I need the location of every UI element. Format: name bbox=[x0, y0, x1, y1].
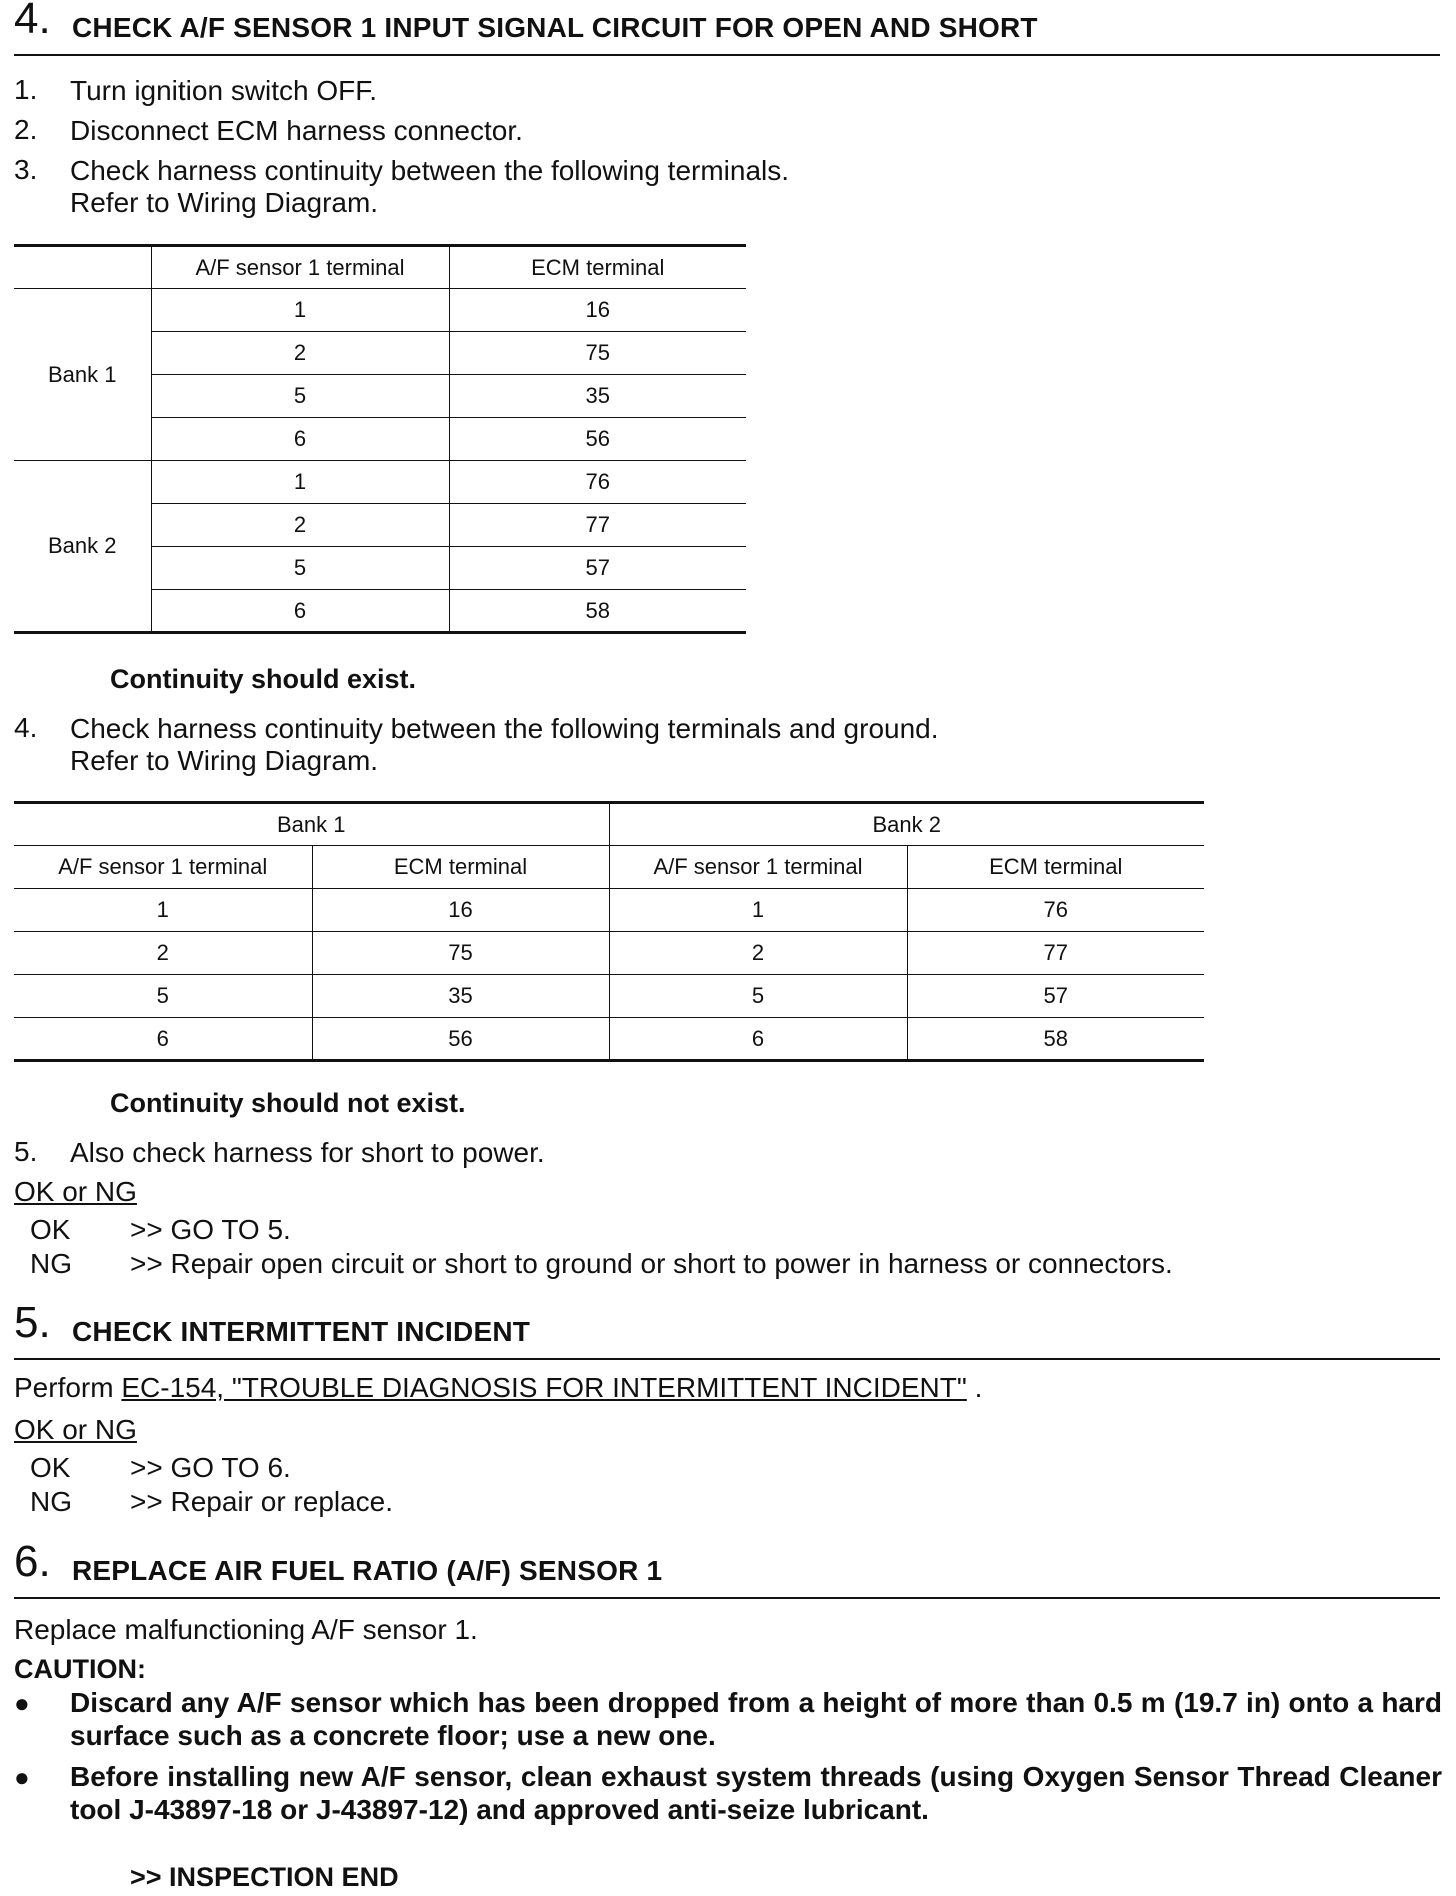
ok-or-ng-label: OK or NG bbox=[14, 1176, 137, 1207]
continuity-table-1 bbox=[14, 244, 746, 634]
table-row bbox=[14, 1018, 1204, 1061]
ok-code: OK bbox=[30, 1214, 71, 1245]
step-number: 4. bbox=[14, 712, 38, 743]
table-cell: 1 bbox=[609, 889, 907, 932]
refer-text: Refer to Wiring Diagram. bbox=[70, 187, 379, 218]
table-cell: 56 bbox=[312, 1018, 609, 1061]
table-cell: 2 bbox=[151, 332, 449, 375]
table-cell: 35 bbox=[449, 375, 746, 418]
ok-code: OK bbox=[30, 1452, 71, 1483]
table-cell: 5 bbox=[151, 547, 449, 590]
intermittent-incident-link[interactable]: EC-154, "TROUBLE DIAGNOSIS FOR INTERMITTENT INCIDENT" bbox=[121, 1372, 967, 1403]
table-header: ECM terminal bbox=[312, 846, 609, 889]
table-cell: 77 bbox=[449, 504, 746, 547]
table-header: ECM terminal bbox=[449, 246, 746, 289]
section-5-header bbox=[14, 1298, 1440, 1360]
table-cell: 5 bbox=[609, 975, 907, 1018]
table-cell: 35 bbox=[312, 975, 609, 1018]
ng-code: NG bbox=[30, 1486, 72, 1517]
table-cell: 16 bbox=[449, 289, 746, 332]
refer-text: Refer to Wiring Diagram. bbox=[70, 745, 379, 776]
step-text: Check harness continuity between the following terminals. bbox=[70, 155, 790, 186]
table-row bbox=[14, 975, 1204, 1018]
table-header: A/F sensor 1 terminal bbox=[609, 846, 907, 889]
table-row bbox=[14, 289, 746, 332]
table-cell: 57 bbox=[449, 547, 746, 590]
bullet-icon: ● bbox=[14, 1688, 30, 1718]
ng-action: >> Repair open circuit or short to ground or short to power in harness or connectors. bbox=[130, 1248, 1173, 1279]
ok-action: >> GO TO 5. bbox=[130, 1214, 291, 1245]
result-text: Continuity should exist. bbox=[110, 664, 417, 694]
ok-or-ng-label: OK or NG bbox=[14, 1414, 137, 1445]
bullet-icon: ● bbox=[14, 1762, 30, 1792]
section-title: REPLACE AIR FUEL RATIO (A/F) SENSOR 1 bbox=[72, 1555, 663, 1586]
table-row bbox=[14, 932, 1204, 975]
step-text: Check harness continuity between the following terminals and ground. bbox=[70, 713, 939, 744]
table-row bbox=[14, 461, 746, 504]
bank-header: Bank 1 bbox=[14, 803, 609, 846]
table-cell: 58 bbox=[449, 590, 746, 633]
table-header: ECM terminal bbox=[907, 846, 1204, 889]
result-text: Continuity should not exist. bbox=[110, 1088, 466, 1118]
bank-label: Bank 2 bbox=[14, 461, 151, 633]
table-cell: 76 bbox=[907, 889, 1204, 932]
caution-bullet: Discard any A/F sensor which has been dropped from a height of more than 0.5 m (19.7 in) onto a hard surface such as a concrete floor; use a new one. bbox=[70, 1687, 1442, 1751]
ng-action: >> Repair or replace. bbox=[130, 1486, 394, 1517]
table-cell: 1 bbox=[151, 461, 449, 504]
table-cell: 2 bbox=[14, 932, 312, 975]
table-cell: 1 bbox=[14, 889, 312, 932]
inspection-end: >> INSPECTION END bbox=[130, 1862, 399, 1892]
section-4-header bbox=[14, 2, 1440, 56]
table-cell: 5 bbox=[14, 975, 312, 1018]
table-cell: 6 bbox=[609, 1018, 907, 1061]
table-cell: 1 bbox=[151, 289, 449, 332]
table-cell: 77 bbox=[907, 932, 1204, 975]
ok-action: >> GO TO 6. bbox=[130, 1452, 291, 1483]
table-cell: 16 bbox=[312, 889, 609, 932]
table-header: A/F sensor 1 terminal bbox=[151, 246, 449, 289]
step-number: 3. bbox=[14, 154, 38, 185]
section-title: CHECK INTERMITTENT INCIDENT bbox=[72, 1316, 531, 1347]
section-number: 5. bbox=[14, 1298, 51, 1347]
table-cell: 75 bbox=[449, 332, 746, 375]
section-6-header bbox=[14, 1537, 1440, 1599]
table-cell: 6 bbox=[151, 418, 449, 461]
ground-continuity-table bbox=[14, 801, 1204, 1062]
section-title: CHECK A/F SENSOR 1 INPUT SIGNAL CIRCUIT FOR OPEN AND SHORT bbox=[72, 12, 1038, 43]
table-cell: 6 bbox=[151, 590, 449, 633]
caution-bullet: Before installing new A/F sensor, clean exhaust system threads (using Oxygen Sensor Thread Cleaner tool J-43897-18 or J-43897-12) and approved anti-seize lubricant. bbox=[70, 1761, 1442, 1825]
table-header: A/F sensor 1 terminal bbox=[14, 846, 312, 889]
table-cell: 58 bbox=[907, 1018, 1204, 1061]
bank-header: Bank 2 bbox=[609, 803, 1204, 846]
step-number: 2. bbox=[14, 114, 38, 145]
table-cell: 2 bbox=[609, 932, 907, 975]
table-header-empty bbox=[14, 246, 151, 289]
perform-text: Perform bbox=[14, 1372, 122, 1403]
table-cell: 56 bbox=[449, 418, 746, 461]
ng-code: NG bbox=[30, 1248, 72, 1279]
section-number: 4. bbox=[14, 0, 51, 43]
step-text: Turn ignition switch OFF. bbox=[70, 75, 378, 106]
table-cell: 6 bbox=[14, 1018, 312, 1061]
step-number: 5. bbox=[14, 1136, 38, 1167]
section-number: 6. bbox=[14, 1537, 51, 1586]
table-cell: 5 bbox=[151, 375, 449, 418]
step-text: Also check harness for short to power. bbox=[70, 1137, 545, 1168]
table-cell: 75 bbox=[312, 932, 609, 975]
replace-text: Replace malfunctioning A/F sensor 1. bbox=[14, 1614, 478, 1645]
bank-label: Bank 1 bbox=[14, 289, 151, 461]
table-cell: 2 bbox=[151, 504, 449, 547]
step-text: Disconnect ECM harness connector. bbox=[70, 115, 523, 146]
caution-label: CAUTION: bbox=[14, 1654, 146, 1684]
table-cell: 76 bbox=[449, 461, 746, 504]
perform-after: . bbox=[966, 1372, 983, 1403]
table-cell: 57 bbox=[907, 975, 1204, 1018]
perform-line bbox=[14, 1372, 982, 1404]
table-row bbox=[14, 889, 1204, 932]
step-number: 1. bbox=[14, 74, 38, 105]
